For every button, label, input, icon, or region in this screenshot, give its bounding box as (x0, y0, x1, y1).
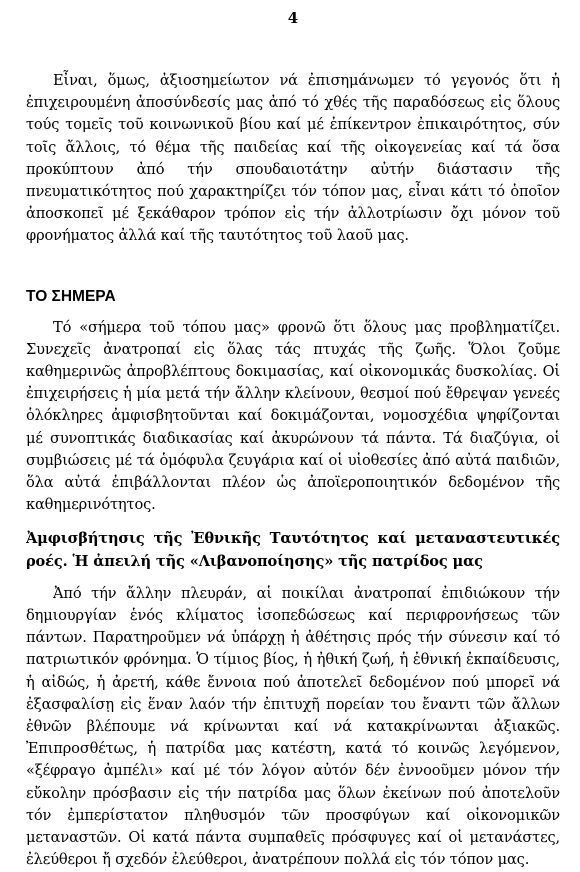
paragraph-migration: Ἀπό τήν ἄλλην πλευράν, αἱ ποικίλαι ἀνατροπαί ἐπιδιώκουν τήν δημιουργίαν ἑνός κλίματος ἰσοπεδώσεως καί περιφρονήσεως τῶν πάντων. Παρατηροῦμεν νά ὑπάρχῃ ἡ ἀθέτησις πρός τήν σύνεσιν καί τό πατριωτικόν φρόνημα. Ὁ τίμιος βίος, ἡ ἠθική ζωή, ἡ ἐθνική ἐκπαίδευσις, ἡ αἰδώς, ἡ ἀρετή, κάθε ἔννοια πού ἀποτελεῖ δεδομένον πού μπορεῖ νά ἐξασφαλίσῃ εἰς ἕναν λαόν τήν ἐπιτυχῆ πορείαν του ἔναντι τῶν ἄλλων ἐθνῶν βλέπουμε νά κρίνωνται καί νά κατακρίνωνται ἀξιακῶς. Ἐπιπροσθέτως, ἡ πατρίδα μας κατέστη, κατά τό κοινῶς λεγόμενον, «ξέφραγο ἀμπέλι» καί μέ τόν λόγον αὐτόν δέν ἐννοοῦμεν μόνον τήν εὔκολην πρόσβασιν εἰς τήν πατρίδα μας ὅλων ἐκείνων πού ἀποτελοῦν τόν ἐμπερίστατον πληθυσμόν τῶν προσφύγων καί οἰκονομικῶν μεταναστῶν. Οἱ κατά πάντα συμπαθεῖς πρόσφυγες καί οἱ μετανάστες, ἐλεύθεροι ἤ σχεδόν ἐλεύθεροι, ἀνατρέπουν πολλά εἰς τόν τόπον μας. (26, 584, 560, 869)
section-title: ΤΟ ΣΗΜΕΡΑ (26, 287, 116, 305)
page-number: 4 (287, 9, 299, 27)
subheading: Ἀμφισβήτησις τῆς Ἐθνικῆς Ταυτότητος καί μεταναστευτικές ροές. Ἡ ἀπειλή τῆς «Λιβανοποίησης» τῆς πατρίδος μας (26, 530, 560, 570)
paragraph-today: Τό «σήμερα τοῦ τόπου μας» φρονῶ ὅτι ὅλους μας προβληματίζει. Συνεχεῖς ἀνατροπαί εἰς ὅλας τάς πτυχάς τῆς ζωῆς. Ὅλοι ζοῦμε καθημερινῶς ἀπροβλέπτους δοκιμασίας, καί οἰκονομικάς δυσκολίας. Οἱ ἐπιχειρήσεις ἡ μία μετά τήν ἄλλην κλείνουν, θεσμοί πού ἔθρεψαν γενεές ὁλόκληρες ἀμφισβητοῦνται καί δοκιμάζονται, νομοσχέδια ψηφίζονται μέ συνοπτικάς διαδικασίας καί ἀκυρώνουν τά πάντα. Τά διαζύγια, οἱ συμβιώσεις μέ τά ὁμόφυλα ζευγάρια καί οἱ υἱοθεσίες ἀπό αὐτά παιδιῶν, ὅλα αὐτά ἐπιβάλλονται πλέον ὡς ἀποϊεροποιητικόν δεδομένον τῆς καθημερινότητος. (26, 318, 560, 514)
paragraph-intro: Εἶναι, ὅμως, ἀξιοσημείωτον νά ἐπισημάνωμεν τό γεγονός ὅτι ἡ ἐπιχειρουμένη ἀποσύνδεσίς μας ἀπό τό χθές τῆς παραδόσεως εἰς ὅλους τούς τομεῖς τοῦ κοινωνικοῦ βίου καί μέ ἐπίκεντρον ἐπικαιρότητος, σύν τοῖς ἄλλοις, τό θέμα τῆς παιδείας καί τῆς οἰκογενείας καί τά ὅσα προκύπτουν ἀπό τήν σπουδαιοτάτην αὐτήν διάστασιν τῆς πνευματικότητος πού χαρακτηρίζει τόν τόπον μας, εἶναι κάτι τό ὁποῖον ἀποσκοπεῖ μέ ξεκάθαρον τρόπον εἰς τήν ἀλλοτρίωσιν ὄχι μόνον τοῦ φρονήματος ἀλλά καί τῆς ταυτότητος τοῦ λαοῦ μας. (26, 72, 560, 245)
